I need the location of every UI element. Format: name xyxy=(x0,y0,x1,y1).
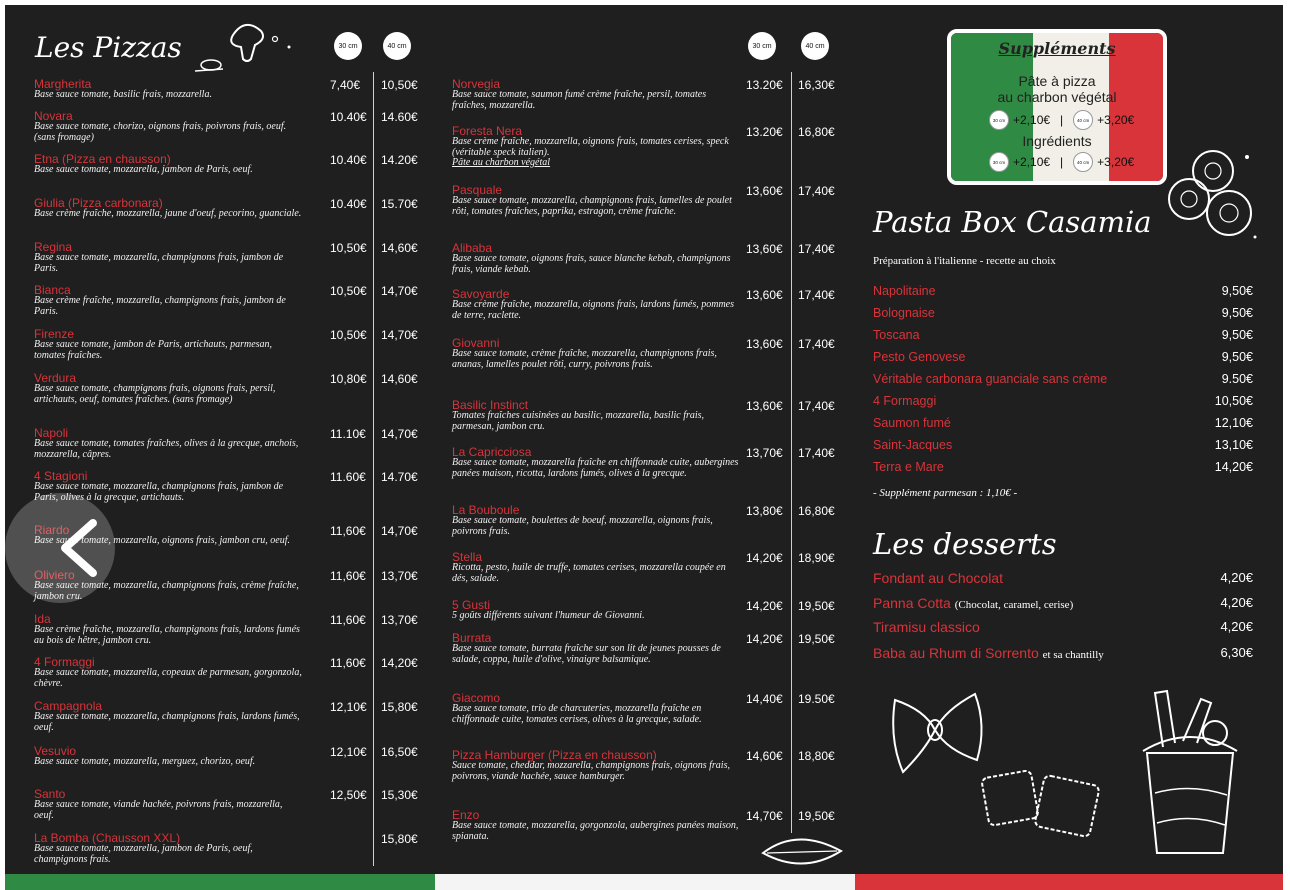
pizza-description: Base sauce tomate, trio de charcuteries, mozzarella fraîche en chiffonnade cuite, tomates cerises, olives à la grecque, salade. xyxy=(452,703,702,725)
pizza-name: Giulia (Pizza carbonara) xyxy=(34,196,163,210)
pasta-price: 10,50€ xyxy=(1214,394,1253,408)
pizza-description: Base sauce tomate, champignons frais, oignons frais, persil, artichauts, oeuf, tomates fraîches. (sans fromage) xyxy=(34,383,276,405)
dessert-name-text: Tiramisu classico xyxy=(873,619,980,635)
pasta-item xyxy=(873,350,1253,366)
pasta-price: 9,50€ xyxy=(1221,284,1253,298)
supplements-title: Suppléments xyxy=(998,39,1116,58)
pizza-description: Base sauce tomate, mozzarella, champignons frais, jambon de Paris. xyxy=(34,252,284,274)
pasta-price: 9.50€ xyxy=(1221,372,1253,386)
pizza-name: Riardo xyxy=(34,523,70,537)
price-40cm: 17,40€ xyxy=(798,242,835,256)
supplement-ingredients-label: Ingrédients xyxy=(1022,133,1092,149)
price-30cm: 13.20€ xyxy=(746,78,783,92)
pizza-item xyxy=(452,599,852,622)
size-30cm-badge: 30 cm xyxy=(989,110,1009,130)
price-40cm: 15.70€ xyxy=(381,197,418,211)
desserts-title: Les desserts xyxy=(873,527,1057,561)
pizza-name: 5 Gusti xyxy=(452,598,491,612)
pizza-item xyxy=(452,399,852,432)
pizza-item xyxy=(34,788,434,821)
pizza-item xyxy=(452,125,852,169)
pizza-dough-note: Pâte au charbon végétal xyxy=(452,157,551,168)
pasta-price: 12,10€ xyxy=(1214,416,1253,430)
pizza-name: Basilic Instinct xyxy=(452,398,529,412)
price-40cm: 19.50€ xyxy=(798,692,835,706)
price-40cm: 17,40€ xyxy=(798,288,835,302)
pasta-price: 14,20€ xyxy=(1214,460,1253,474)
price-30cm: 14,20€ xyxy=(746,632,783,646)
ravioli-icon xyxy=(975,760,1115,850)
pizza-item xyxy=(34,110,434,143)
size-40cm-badge: 40 cm xyxy=(1073,110,1093,130)
pizza-name: Stella xyxy=(452,550,483,564)
pizza-name: La Capricciosa xyxy=(452,445,532,459)
pasta-name: 4 Formaggi xyxy=(873,394,937,408)
price-30cm: 11,60€ xyxy=(330,569,366,583)
pizza-description: Sauce tomate, cheddar, mozzarella, champignons frais, oignons frais, poivrons, viande hachée, sauce hamburger. xyxy=(452,760,730,782)
pizza-item xyxy=(34,745,434,768)
pasta-price: 9,50€ xyxy=(1221,306,1253,320)
price-40cm: 19,50€ xyxy=(798,809,835,823)
price-30cm: 14,60€ xyxy=(746,749,783,763)
price-30cm: 10.40€ xyxy=(330,110,367,124)
pizza-description: Base sauce tomate, mozzarella, merguez, chorizo, oeuf. xyxy=(34,756,256,767)
size-30cm-badge: 30 cm xyxy=(748,32,776,60)
pizza-name: Giovanni xyxy=(452,336,500,350)
price-40cm: 14.20€ xyxy=(381,153,418,167)
pizza-name: Campagnola xyxy=(34,699,103,713)
dessert-name xyxy=(873,619,980,635)
pizza-description: 5 goûts différents suivant l'humeur de Giovanni. xyxy=(452,610,645,621)
price-30cm: 11.60€ xyxy=(330,470,366,484)
tomato-slices-icon xyxy=(1163,143,1273,249)
pizza-name: Vesuvio xyxy=(34,744,77,758)
pizza-item xyxy=(34,241,434,274)
pasta-item xyxy=(873,284,1253,300)
dessert-cup-icon xyxy=(1135,683,1245,863)
price-40cm: 14,20€ xyxy=(381,656,418,670)
dessert-item xyxy=(873,619,1253,637)
price-30cm: 13,60€ xyxy=(746,242,783,256)
pizza-description: Base crème fraîche, mozzarella, champignons frais, jambon de Paris. xyxy=(34,295,286,317)
pizza-name: Firenze xyxy=(34,327,75,341)
pasta-price: 9,50€ xyxy=(1221,328,1253,342)
pasta-name: Véritable carbonara guanciale sans crème xyxy=(873,372,1108,386)
pizza-name: Norvegia xyxy=(452,77,501,91)
pizza-item xyxy=(34,197,434,220)
price-40cm: 13,70€ xyxy=(381,613,418,627)
dessert-item xyxy=(873,645,1253,663)
size-40cm-badge: 40 cm xyxy=(383,32,411,60)
pasta-name: Terra e Mare xyxy=(873,460,944,474)
price-40: +3,20€ xyxy=(1097,155,1135,169)
mushroom-icon xyxy=(193,15,303,77)
pizza-item xyxy=(34,78,434,101)
price-30cm: 13,70€ xyxy=(746,446,783,460)
pizza-item xyxy=(452,446,852,479)
pizza-description: Base sauce tomate, jambon de Paris, artichauts, parmesan, tomates fraîches. xyxy=(34,339,273,361)
price-40cm: 15,80€ xyxy=(381,832,418,846)
size-30cm-badge: 30 cm xyxy=(334,32,362,60)
pizza-description: Base sauce tomate, boulettes de boeuf, mozzarella, oignons frais, poivrons frais. xyxy=(452,515,713,537)
price-30cm: 10,50€ xyxy=(330,284,367,298)
flag-strip-green xyxy=(5,874,435,890)
menu-page xyxy=(5,5,1283,875)
dessert-item xyxy=(873,595,1253,613)
price-40cm: 18,80€ xyxy=(798,749,835,763)
pizza-name: Margherita xyxy=(34,77,92,91)
supplement-ingredients-prices xyxy=(989,152,1134,172)
pizza-description: Base sauce tomate, mozzarella, champignons frais, lardons fumés, oeuf. xyxy=(34,711,300,733)
pizza-description: Base crème fraîche, mozzarella, oignons frais, tomates cerises, speck (véritable speck italien). xyxy=(452,136,729,158)
pasta-name: Bolognaise xyxy=(873,306,935,320)
flag-strip-white xyxy=(435,874,855,890)
pizza-item xyxy=(34,656,434,689)
dessert-name-text: Panna Cotta xyxy=(873,595,951,611)
pizza-item xyxy=(34,427,434,460)
price-40cm: 19,50€ xyxy=(798,632,835,646)
pizza-name: Verdura xyxy=(34,371,77,385)
price-40cm: 14.70€ xyxy=(381,470,418,484)
supplement-dough-prices xyxy=(989,110,1134,130)
basil-icon xyxy=(757,831,847,875)
pizza-item xyxy=(34,328,434,361)
pasta-item xyxy=(873,306,1253,322)
price-30cm: 12,10€ xyxy=(330,745,367,759)
price-30cm: 11,60€ xyxy=(330,524,366,538)
pasta-name: Saint-Jacques xyxy=(873,438,953,452)
price-30cm: 10,80€ xyxy=(330,372,367,386)
dessert-name xyxy=(873,570,1003,586)
pizza-description: Base sauce tomate, viande hachée, poivrons frais, mozzarella, oeuf. xyxy=(34,799,283,821)
dessert-name xyxy=(873,595,1073,611)
price-30cm: 13,60€ xyxy=(746,288,783,302)
pizza-name: Pizza Hamburger (Pizza en chausson) xyxy=(452,748,657,762)
pasta-name: Toscana xyxy=(873,328,920,342)
price-30cm: 13,80€ xyxy=(746,504,783,518)
pizza-description: Base sauce tomate, mozzarella, copeaux de parmesan, gorgonzola, chèvre. xyxy=(34,667,302,689)
price-30cm: 14,70€ xyxy=(746,809,783,823)
size-30cm-badge: 30 cm xyxy=(989,152,1009,172)
pizza-item xyxy=(34,700,434,733)
price-40cm: 14,70€ xyxy=(381,284,418,298)
pizza-description: Base crème fraîche, mozzarella, jaune d'oeuf, pecorino, guanciale. xyxy=(34,208,302,219)
price-30cm: 7,40€ xyxy=(330,78,361,92)
dessert-name xyxy=(873,645,1104,661)
pasta-name: Saumon fumé xyxy=(873,416,951,430)
pizza-description: Base sauce tomate, saumon fumé crème fraîche, persil, tomates fraîches, mozzarella. xyxy=(452,89,707,111)
pizza-item xyxy=(34,284,434,317)
pizza-name: Ida xyxy=(34,612,51,626)
pizzas-title: Les Pizzas xyxy=(35,31,182,64)
price-40cm: 17,40€ xyxy=(798,446,835,460)
pizza-description: Base sauce tomate, chorizo, oignons frais, poivrons frais, oeuf. (sans fromage) xyxy=(34,121,287,143)
price-30cm: 12,10€ xyxy=(330,700,367,714)
size-40cm-badge: 40 cm xyxy=(1073,152,1093,172)
separator: | xyxy=(1060,113,1064,127)
price-40cm: 18,90€ xyxy=(798,551,835,565)
pizza-name: La Bouboule xyxy=(452,503,520,517)
pizza-name: Alibaba xyxy=(452,241,493,255)
pasta-item xyxy=(873,372,1253,388)
pizza-item xyxy=(452,551,852,584)
pizza-description: Base sauce tomate, mozzarella, champignons frais, crème fraîche, jambon cru. xyxy=(34,580,299,602)
price-40cm: 14,60€ xyxy=(381,241,418,255)
pizza-name: Savoyarde xyxy=(452,287,510,301)
price-30cm: 14,20€ xyxy=(746,599,783,613)
pizza-description: Base sauce tomate, burrata fraîche sur son lit de jeunes pousses de salade, coppa, huile d'olive, vinaigre balsamique. xyxy=(452,643,721,665)
price-40cm: 14,70€ xyxy=(381,524,418,538)
pizza-description: Base sauce tomate, mozzarella, oignons frais, jambon cru, oeuf. xyxy=(34,535,291,546)
price-30cm: 13,60€ xyxy=(746,337,783,351)
pizza-name: Foresta Nera xyxy=(452,124,523,138)
price-30cm: 10.40€ xyxy=(330,197,367,211)
pizza-description: Base sauce tomate, mozzarella, gorgonzola, aubergines panées maison, spianata. xyxy=(452,820,739,842)
pizza-item xyxy=(452,242,852,275)
price-40cm: 16,30€ xyxy=(798,78,835,92)
pizza-description: Base sauce tomate, mozzarella, jambon de Paris, oeuf, champignons frais. xyxy=(34,843,253,865)
pizza-name: Regina xyxy=(34,240,73,254)
dessert-item xyxy=(873,570,1253,588)
pizza-item xyxy=(452,337,852,370)
previous-page-button[interactable] xyxy=(5,493,115,603)
pasta-name: Napolitaine xyxy=(873,284,936,298)
pizza-description: Base sauce tomate, mozzarella, champignons frais, jambon de Paris, olives à la grecque, artichauts. xyxy=(34,481,284,503)
pizza-name: Bianca xyxy=(34,283,71,297)
pizza-item xyxy=(452,749,852,782)
pizza-description: Base crème fraîche, mozzarella, oignons frais, lardons fumés, pommes de terre, raclette. xyxy=(452,299,735,321)
pizza-name: Giacomo xyxy=(452,691,501,705)
pizza-description: Base sauce tomate, tomates fraîches, olives à la grecque, anchois, mozzarella, câpres. xyxy=(34,438,299,460)
dessert-note: (Chocolat, caramel, cerise) xyxy=(954,599,1074,611)
pizza-name: Napoli xyxy=(34,426,69,440)
supplement-dough-line1: Pâte à pizza xyxy=(1018,73,1096,89)
flag-strip-red xyxy=(855,874,1283,890)
separator: | xyxy=(1060,155,1064,169)
pasta-item xyxy=(873,416,1253,432)
pizza-column-2 xyxy=(452,72,852,852)
pasta-price: 13,10€ xyxy=(1214,438,1253,452)
price-40cm: 19,50€ xyxy=(798,599,835,613)
pizza-name: 4 Stagioni xyxy=(34,469,88,483)
price-30cm: 13,60€ xyxy=(746,399,783,413)
pasta-item xyxy=(873,328,1253,344)
pasta-name: Pesto Genovese xyxy=(873,350,966,364)
supplements-box xyxy=(947,29,1167,185)
pizza-name: Pasquale xyxy=(452,183,503,197)
pizza-item xyxy=(34,832,434,865)
pizza-name: Burrata xyxy=(452,631,492,645)
price-40cm: 15,80€ xyxy=(381,700,418,714)
supplement-dough-line2: au charbon végétal xyxy=(997,89,1117,105)
price-40cm: 16,80€ xyxy=(798,125,835,139)
pizza-item xyxy=(34,372,434,405)
pizza-description: Base sauce tomate, basilic frais, mozzarella. xyxy=(34,89,212,100)
pizza-name: Enzo xyxy=(452,808,480,822)
price-40cm: 17,40€ xyxy=(798,399,835,413)
price-30cm: 14,40€ xyxy=(746,692,783,706)
price-40cm: 14,70€ xyxy=(381,328,418,342)
price-40cm: 17,40€ xyxy=(798,184,835,198)
price-30cm: 11,60€ xyxy=(330,656,366,670)
pizza-name: Novara xyxy=(34,109,73,123)
pizza-description: Base sauce tomate, crème fraîche, mozzarella, champignons frais, ananas, lamelles poulet rôti, curry, poivrons frais. xyxy=(452,348,717,370)
pizza-item xyxy=(452,692,852,725)
pasta-price: 9,50€ xyxy=(1221,350,1253,364)
dessert-name-text: Fondant au Chocolat xyxy=(873,570,1003,586)
dessert-price: 4,20€ xyxy=(1220,595,1253,610)
pizza-item xyxy=(452,632,852,665)
parmesan-supplement-note: - Supplément parmesan : 1,10€ - xyxy=(873,487,1018,499)
pizza-name: Etna (Pizza en chausson) xyxy=(34,152,171,166)
dessert-price: 4,20€ xyxy=(1220,619,1253,634)
pizza-name: Santo xyxy=(34,787,66,801)
pizza-name: Oliviero xyxy=(34,568,75,582)
pizza-description: Base sauce tomate, mozzarella, champignons frais, lamelles de poulet rôti, tomates fraîches, paprika, estragon, crème fraîche. xyxy=(452,195,732,217)
pizza-name: La Bomba (Chausson XXL) xyxy=(34,831,181,845)
pasta-item xyxy=(873,394,1253,410)
pizza-item xyxy=(452,504,852,537)
pizza-column-1 xyxy=(34,72,434,872)
pizza-description: Tomates fraîches cuisinées au basilic, mozzarella, basilic frais, parmesan, jambon cru. xyxy=(452,410,705,432)
price-30cm: 14,20€ xyxy=(746,551,783,565)
dessert-note: et sa chantilly xyxy=(1042,649,1104,661)
price-40cm: 15,30€ xyxy=(381,788,418,802)
price-40cm: 13,70€ xyxy=(381,569,418,583)
pizza-description: Base sauce tomate, mozzarella fraîche en chiffonnade cuite, aubergines panées maison, ricotta, lardons fumés, olives à la grecque. xyxy=(452,457,739,479)
pasta-title: Pasta Box Casamia xyxy=(873,205,1152,239)
pasta-item xyxy=(873,438,1253,454)
pizza-name: 4 Formaggi xyxy=(34,655,95,669)
price-40cm: 16,80€ xyxy=(798,504,835,518)
price-40cm: 16,50€ xyxy=(381,745,418,759)
price-40cm: 10,50€ xyxy=(381,78,418,92)
price-30: +2,10€ xyxy=(1013,113,1051,127)
chevron-left-icon xyxy=(5,493,115,603)
price-30: +2,10€ xyxy=(1013,155,1051,169)
pasta-item xyxy=(873,460,1253,476)
price-30cm: 10.40€ xyxy=(330,153,367,167)
price-40cm: 14,60€ xyxy=(381,372,418,386)
price-40cm: 17,40€ xyxy=(798,337,835,351)
price-30cm: 13,60€ xyxy=(746,184,783,198)
pizza-description: Base crème fraîche, mozzarella, champignons frais, lardons fumés au bois de hêtre, jambon cru. xyxy=(34,624,300,646)
price-30cm: 11.10€ xyxy=(330,427,366,441)
pizza-description: Ricotta, pesto, huile de truffe, tomates cerises, mozzarella coupée en dés, salade. xyxy=(452,562,726,584)
price-30cm: 11,60€ xyxy=(330,613,366,627)
price-30cm: 12,50€ xyxy=(330,788,367,802)
pizza-description: Base sauce tomate, mozzarella, jambon de Paris, oeuf. xyxy=(34,164,253,175)
price-40cm: 14.60€ xyxy=(381,110,418,124)
dessert-name-text: Baba au Rhum di Sorrento xyxy=(873,645,1039,661)
pizza-item xyxy=(452,184,852,217)
pizza-item xyxy=(34,153,434,176)
price-40: +3,20€ xyxy=(1097,113,1135,127)
pasta-subtitle: Préparation à l'italienne - recette au choix xyxy=(873,255,1056,267)
price-30cm: 10,50€ xyxy=(330,328,367,342)
size-40cm-badge: 40 cm xyxy=(801,32,829,60)
pizza-item xyxy=(34,613,434,646)
dessert-price: 4,20€ xyxy=(1220,570,1253,585)
pizza-description: Base sauce tomate, oignons frais, sauce blanche kebab, champignons frais, viande kebab. xyxy=(452,253,731,275)
price-40cm: 14,70€ xyxy=(381,427,418,441)
pizza-item xyxy=(452,288,852,321)
pizza-item xyxy=(452,78,852,111)
price-30cm: 13.20€ xyxy=(746,125,783,139)
price-30cm: 10,50€ xyxy=(330,241,367,255)
dessert-price: 6,30€ xyxy=(1220,645,1253,660)
